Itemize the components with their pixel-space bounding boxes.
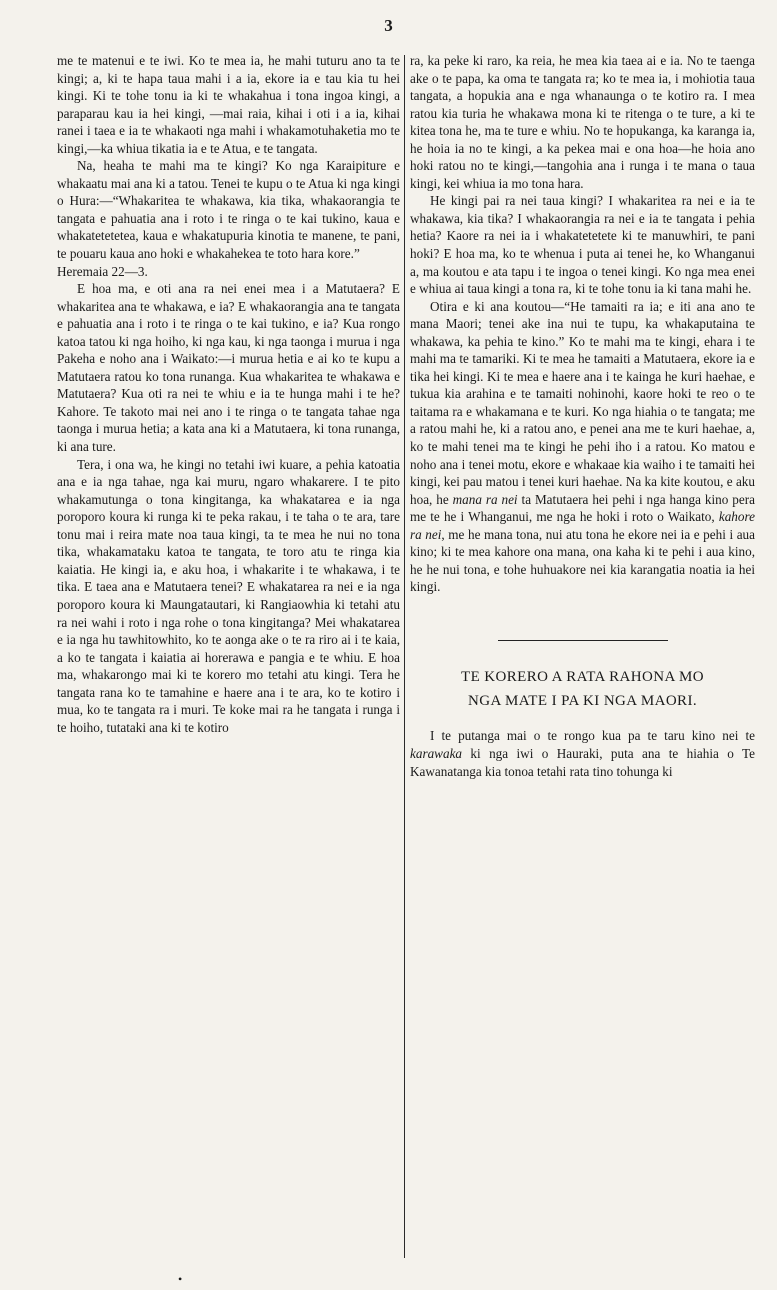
paragraph-text: Otira e ki ana koutou—“He tamaiti ra ia; e iti ana ano te mana Maori; tenei ake ina nui te tupu, ka whakaputaina te whakawa, ka pehia te kino.” Ko te mahi ma te kingi, ehara i te mahi ma te tamariki. Ki te mea he tamaiti a Matutaera, ekore ia e tika hei kingi. Ki te mea e haere ana i te kainga he kuri haehae, e tukua kia arahina e te tamaiti nohinohi, kaore hoki te reo o te taitama ra e whakamana e te kuri. Ko nga hiahia o te tangata; me a ratou mahi he, ki a ratou ano, e penei ana me te kuri haehae, a, ko te mahi tenei ma te kingi he pehi iho i a ratou. Ko matou e noho ana i tenei motu, ekore e whakaae kia waiho i te tamaiti hei kingi, kei pau matou i tenei kuri haehae. Na ka kite koutou, e aku hoa, he: [410, 298, 755, 507]
page-number: 3: [384, 16, 393, 35]
paragraph-text: ki nga iwi o Hauraki, puta ana te hiahia o Te Kawanatanga kia tonoa tetahi rata tino tohunga ki: [410, 746, 755, 779]
emphasis-text: kahore ra nei: [410, 509, 755, 542]
scripture-citation: Heremaia 22—3.: [57, 263, 148, 279]
article-heading: [410, 665, 755, 713]
right-column: [410, 52, 755, 780]
paragraph: E hoa ma, e oti ana ra nei enei mea i a Matutaera? E whakaritea ana te whakawa, e ia? E whakaorangia ana te tangata e pahuatia ana i roto i te ringa o te kai tukino, e ia? Kua rongo katoa tatou ki nga hoiho, ki nga kau, ki nga taonga i murua i nga Pakeha e noho ana i Waikato:—i murua hetia e ai ko te kupu a Matutaera ratou ko tona runanga. Kua whakaritea te whakawa e Matutaera? Kua oti ra nei te whiu e ia te hunga mahi i te he? Kahore. Te takoto mai nei ano i te ringa o te tangata tahae nga taonga i murua hetia; a kata ana ki a Matutaera, ki tona runanga, ki ana ture.: [57, 281, 400, 455]
paragraph: ra, ka peke ki raro, ka reia, he mea kia taea ai e ia. No te taenga ake o te papa, ka oma te tangata ra; ko te mea ia, i mohiotia taua tangata, a hopukia ana e nga whanaunga o te kotiro ra. I mea ratou kia turia he whakawa mona ki te ritenga o te ture, a ki te kitea tona he, ma te ture e whiu. No te hopukanga, ka karanga ia, he hoia ia no te kingi, a ka pekea mai e ona hoa—he hoia ano hoki ratou no te kingi,—tangohia ana i runga i te mana o taua kingi, kei whiua ia mo tona hara.: [410, 53, 755, 191]
paragraph: He kingi pai ra nei taua kingi? I whakaritea ra nei e ia te whakawa, kia tika? I whakaorangia ra nei e ia te tangata i pehia hetia? Kaore ra nei ia i whakatetetete ki te manuwhiri, te pani hoki? E hoa ma, ko te whenua i puta ai tenei he, ko Whanganui a, ma koutou e ata tapu i te ingoa o tenei kingi. Ko nga mea enei e whiua ai taua kingi a tona ra, ki te tohe tonu ia ki tana mahi he.: [410, 193, 755, 297]
paragraph-text: , me he mana tona, nui atu tona he ekore nei ia e pehi i aua kino; ki te mea kahore ona mana, ona kaha ki te pehi i aua kino, he he nui tona, e tohe huhuakore nei kia karangatia noatia ia hei kingi.: [410, 526, 755, 595]
print-mark: •: [178, 1272, 183, 1286]
left-column: [57, 52, 400, 736]
paragraph-text: ta Matutaera hei pehi i nga hanga kino pera me te he i Whanganui, me nga he hoki i roto o Waikato,: [410, 491, 755, 525]
section-divider: [498, 640, 668, 642]
paragraph-text: I te putanga mai o te rongo kua pa te taru kino nei te: [430, 728, 755, 744]
heading-line: NGA MATE I PA KI NGA MAORI.: [467, 693, 698, 710]
emphasis-text: mana ra nei: [452, 491, 518, 507]
paragraph: [410, 298, 755, 596]
heading-line: TE KORERO A RATA RAHONA MO: [461, 669, 704, 686]
column-divider: [404, 55, 405, 1258]
paragraph: [410, 727, 755, 780]
paragraph: Tera, i ona wa, he kingi no tetahi iwi kuare, a pehia katoatia ana e ia nga tahae, nga kai muru, ngaro whakarere. I te pito whakamutunga o tona kingitanga, ka whakatarea e ia nga poroporo koura ki runga ki te peka rakau, i te taha o te ara, tare tonu mai i reira mate noa taua kingi, ta te mea he nui no tona tika, whakamataku katoa te tangata, te toro atu te ringa kia kaiatia. He kingi ia, e aku hoa, i whakarite i te whakawa, i te tika. E taea ana e Matutaera tenei? E whakatarea ra nei e ia nga poroporo koura ki Maungatautari, ki Rangiaowhia ki tetahi atu ra nei wahi i roto i nga rohe o tona kingitanga? Mei whakatarea e ia nga hu tawhitowhito, ko te aonga ake o te ra riro ai i te kaia, a ko te tangata i kaiatia ai horerawa e pangia e te whiu. E hoa ma, whakarongo mai ki te korero mo tetahi atu kingi. Tera he tangata rana ko te tamahine e haere ana i te ara, ko te kotiro i mua, ko te tangata ra i muri. Te koke mai ra he tangata i runga i te hoiho, tutataki ana ki te kotiro: [57, 456, 400, 735]
paragraph: Na, heaha te mahi ma te kingi? Ko nga Karaipiture e whakaatu mai ana ki a tatou. Tenei te kupu o te Atua ki nga kingi o Hura:—“Whakaritea te whakawa, kia tika, whakaorangia te tangata e pahuatia ana i roto i te ringa o te kai tukino, kaua e whakatetetetea, kaua e whakatupuria kinotia te manene, te pani, te pouaru kaua ano hoki e whakahekea te toto hara kore.”: [57, 158, 400, 262]
emphasis-text: karawaka: [410, 746, 463, 761]
paragraph: me te matenui e te iwi. Ko te mea ia, he mahi tuturu ano ta te kingi; a, ki te hapa taua mahi i a ia, ekore ia e tau kia tu hei kingi. Ki te tohe tonu ia ki te whakahua i tona ingoa kingi, a paraparau kau ia hei kingi, —mai raia, kihai i oti i a ia, kihai ranei i taea e ia te whakaoti nga mahi i whakamotuhaketia mo te kingi,—ka whiua tikatia ia e te Atua, e te tangata.: [57, 53, 400, 156]
